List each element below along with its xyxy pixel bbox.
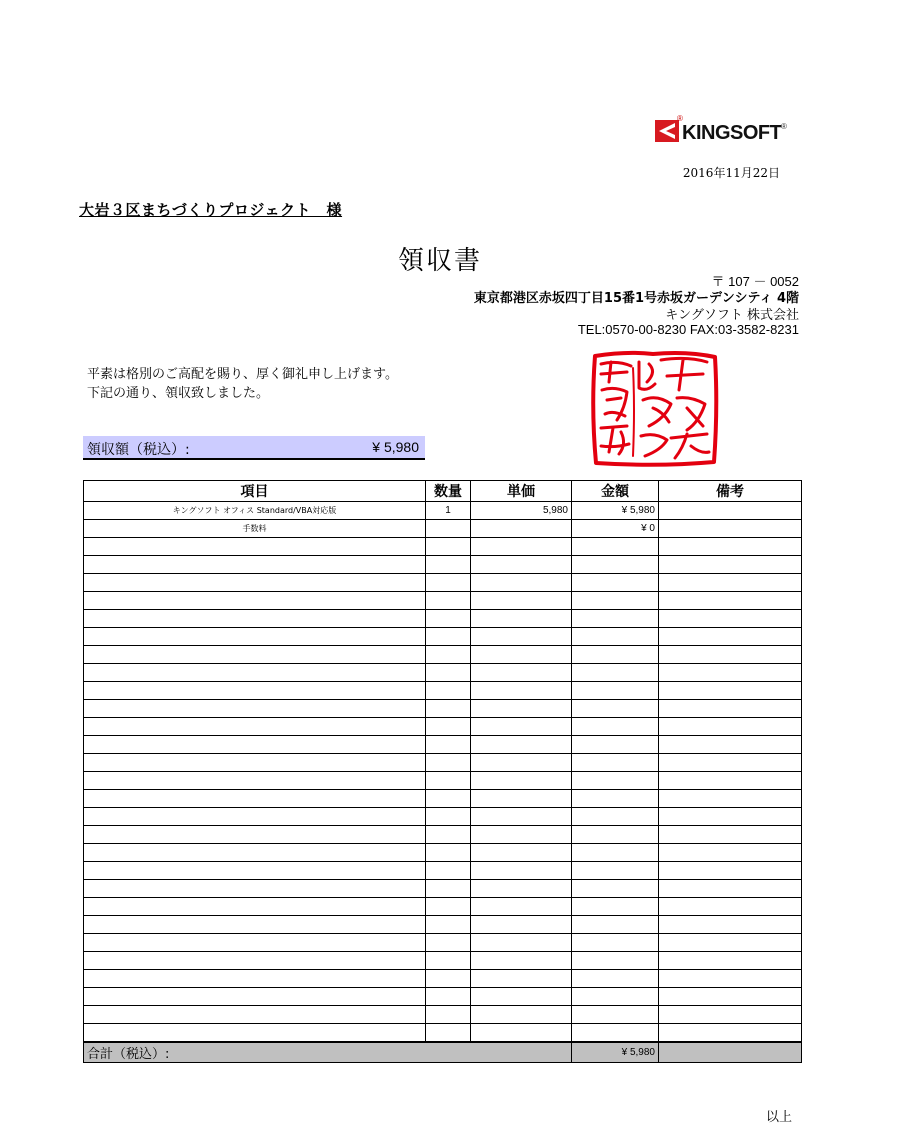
table-row bbox=[84, 664, 802, 682]
empty-cell bbox=[471, 610, 572, 628]
empty-cell bbox=[426, 934, 471, 952]
greeting-line-2: 下記の通り、領収致しました。 bbox=[87, 386, 270, 401]
empty-cell bbox=[84, 790, 426, 808]
empty-cell bbox=[659, 970, 802, 988]
empty-cell bbox=[84, 718, 426, 736]
empty-cell bbox=[426, 1006, 471, 1024]
empty-cell bbox=[572, 898, 659, 916]
empty-cell bbox=[84, 574, 426, 592]
table-row bbox=[84, 934, 802, 952]
empty-cell bbox=[659, 628, 802, 646]
column-header-unit-price: 単価 bbox=[471, 481, 572, 502]
empty-cell bbox=[659, 538, 802, 556]
items-table bbox=[83, 480, 802, 1063]
empty-cell bbox=[84, 916, 426, 934]
empty-cell bbox=[84, 772, 426, 790]
empty-cell bbox=[426, 736, 471, 754]
empty-cell bbox=[572, 862, 659, 880]
empty-cell bbox=[84, 556, 426, 574]
table-row bbox=[84, 556, 802, 574]
empty-cell bbox=[426, 628, 471, 646]
total-note-cell bbox=[659, 1042, 802, 1063]
table-row bbox=[84, 898, 802, 916]
empty-cell bbox=[84, 808, 426, 826]
empty-cell bbox=[426, 988, 471, 1006]
empty-cell bbox=[572, 988, 659, 1006]
empty-cell bbox=[426, 826, 471, 844]
empty-cell bbox=[426, 808, 471, 826]
empty-cell bbox=[471, 682, 572, 700]
empty-cell bbox=[471, 1006, 572, 1024]
table-row bbox=[84, 718, 802, 736]
item-name-cell: キングソフト オフィス Standard/VBA対応版 bbox=[84, 502, 426, 520]
table-row bbox=[84, 970, 802, 988]
empty-cell bbox=[572, 808, 659, 826]
column-header-item: 項目 bbox=[84, 481, 426, 502]
table-row bbox=[84, 574, 802, 592]
table-row bbox=[84, 646, 802, 664]
empty-cell bbox=[426, 718, 471, 736]
empty-cell bbox=[572, 880, 659, 898]
note-cell bbox=[659, 502, 802, 520]
empty-cell bbox=[659, 1024, 802, 1042]
empty-cell bbox=[471, 916, 572, 934]
empty-cell bbox=[572, 970, 659, 988]
empty-cell bbox=[572, 754, 659, 772]
empty-cell bbox=[659, 988, 802, 1006]
empty-cell bbox=[659, 574, 802, 592]
table-row bbox=[84, 592, 802, 610]
table-row bbox=[84, 538, 802, 556]
greeting-line-1: 平素は格別のご高配を賜り、厚く御礼申し上げます。 bbox=[87, 367, 398, 382]
table-row bbox=[84, 700, 802, 718]
empty-cell bbox=[426, 592, 471, 610]
issuer-postal-code: 〒 107 － 0052 bbox=[711, 274, 799, 289]
issuer-phone-fax: TEL:0570-00-8230 FAX:03-3582-8231 bbox=[577, 322, 799, 337]
empty-cell bbox=[471, 646, 572, 664]
empty-cell bbox=[471, 754, 572, 772]
registered-mark-icon: ® bbox=[781, 122, 787, 131]
table-row bbox=[84, 916, 802, 934]
empty-cell bbox=[572, 574, 659, 592]
empty-cell bbox=[426, 646, 471, 664]
empty-cell bbox=[426, 1024, 471, 1042]
empty-cell bbox=[84, 592, 426, 610]
empty-cell bbox=[84, 862, 426, 880]
table-row bbox=[84, 808, 802, 826]
amount-cell: ¥ 5,980 bbox=[572, 502, 659, 520]
unit-price-cell bbox=[471, 520, 572, 538]
empty-cell bbox=[426, 898, 471, 916]
empty-cell bbox=[471, 952, 572, 970]
empty-cell bbox=[426, 700, 471, 718]
empty-cell bbox=[659, 934, 802, 952]
empty-cell bbox=[471, 574, 572, 592]
empty-cell bbox=[426, 970, 471, 988]
empty-cell bbox=[572, 646, 659, 664]
empty-cell bbox=[659, 646, 802, 664]
empty-cell bbox=[84, 610, 426, 628]
closing-text: 以上 bbox=[766, 1110, 793, 1125]
empty-cell bbox=[572, 592, 659, 610]
empty-cell bbox=[426, 556, 471, 574]
table-row bbox=[84, 880, 802, 898]
empty-cell bbox=[659, 664, 802, 682]
empty-cell bbox=[426, 844, 471, 862]
table-row bbox=[84, 628, 802, 646]
empty-cell bbox=[659, 880, 802, 898]
company-seal-stamp bbox=[587, 348, 721, 470]
empty-cell bbox=[572, 682, 659, 700]
empty-cell bbox=[572, 772, 659, 790]
empty-cell bbox=[84, 970, 426, 988]
item-name-cell: 手数料 bbox=[84, 520, 426, 538]
document-title: 領収書 bbox=[398, 246, 483, 276]
table-row bbox=[84, 736, 802, 754]
empty-cell bbox=[572, 952, 659, 970]
empty-cell bbox=[84, 664, 426, 682]
empty-cell bbox=[84, 880, 426, 898]
empty-cell bbox=[659, 862, 802, 880]
table-row bbox=[84, 1024, 802, 1042]
table-row bbox=[84, 1006, 802, 1024]
quantity-cell bbox=[426, 520, 471, 538]
empty-cell bbox=[84, 646, 426, 664]
table-row bbox=[84, 502, 802, 520]
total-amount: ¥ 5,980 bbox=[572, 1042, 659, 1063]
empty-cell bbox=[471, 1024, 572, 1042]
empty-cell bbox=[426, 790, 471, 808]
empty-cell bbox=[471, 592, 572, 610]
empty-cell bbox=[572, 718, 659, 736]
issue-date: 2016年11月22日 bbox=[682, 166, 780, 180]
empty-cell bbox=[426, 952, 471, 970]
empty-cell bbox=[471, 790, 572, 808]
empty-cell bbox=[572, 844, 659, 862]
empty-cell bbox=[471, 538, 572, 556]
empty-cell bbox=[659, 952, 802, 970]
empty-cell bbox=[84, 538, 426, 556]
table-row bbox=[84, 520, 802, 538]
empty-cell bbox=[572, 610, 659, 628]
empty-cell bbox=[572, 736, 659, 754]
empty-cell bbox=[426, 682, 471, 700]
quantity-cell: 1 bbox=[426, 502, 471, 520]
empty-cell bbox=[659, 682, 802, 700]
empty-cell bbox=[659, 592, 802, 610]
column-header-notes: 備考 bbox=[659, 481, 802, 502]
amount-received-value: ¥ 5,980 bbox=[372, 439, 419, 455]
empty-cell bbox=[572, 1024, 659, 1042]
logo-wordmark: KINGSOFT bbox=[682, 122, 782, 144]
empty-cell bbox=[471, 700, 572, 718]
empty-cell bbox=[471, 556, 572, 574]
empty-cell bbox=[572, 664, 659, 682]
empty-cell bbox=[426, 754, 471, 772]
empty-cell bbox=[84, 898, 426, 916]
kingsoft-logo bbox=[655, 114, 790, 150]
empty-cell bbox=[471, 718, 572, 736]
empty-cell bbox=[84, 628, 426, 646]
empty-cell bbox=[84, 754, 426, 772]
empty-cell bbox=[471, 736, 572, 754]
empty-cell bbox=[84, 934, 426, 952]
empty-cell bbox=[471, 664, 572, 682]
empty-cell bbox=[471, 862, 572, 880]
empty-cell bbox=[572, 790, 659, 808]
empty-cell bbox=[572, 1006, 659, 1024]
empty-cell bbox=[426, 664, 471, 682]
note-cell bbox=[659, 520, 802, 538]
table-row bbox=[84, 826, 802, 844]
table-row bbox=[84, 772, 802, 790]
total-label: 合計（税込）: bbox=[84, 1042, 572, 1063]
empty-cell bbox=[659, 700, 802, 718]
empty-cell bbox=[659, 556, 802, 574]
empty-cell bbox=[84, 682, 426, 700]
empty-cell bbox=[84, 1024, 426, 1042]
kingsoft-mark-icon bbox=[655, 120, 681, 142]
empty-cell bbox=[426, 574, 471, 592]
empty-cell bbox=[572, 934, 659, 952]
issuer-address: 東京都港区赤坂四丁目15番1号赤坂ガーデンシティ 4階 bbox=[473, 291, 799, 306]
column-header-quantity: 数量 bbox=[426, 481, 471, 502]
recipient-name: 大岩３区まちづくりプロジェクト 様 bbox=[79, 201, 343, 219]
empty-cell bbox=[659, 718, 802, 736]
table-row bbox=[84, 682, 802, 700]
amount-received-label: 領収額（税込）: bbox=[87, 442, 190, 458]
total-row bbox=[84, 1042, 802, 1063]
empty-cell bbox=[84, 952, 426, 970]
empty-cell bbox=[471, 970, 572, 988]
table-row bbox=[84, 862, 802, 880]
empty-cell bbox=[426, 880, 471, 898]
issuer-company: キングソフト 株式会社 bbox=[665, 308, 799, 323]
empty-cell bbox=[84, 826, 426, 844]
empty-cell bbox=[572, 628, 659, 646]
empty-cell bbox=[84, 736, 426, 754]
table-row bbox=[84, 952, 802, 970]
column-header-amount: 金額 bbox=[572, 481, 659, 502]
empty-cell bbox=[572, 700, 659, 718]
table-row bbox=[84, 988, 802, 1006]
empty-cell bbox=[572, 538, 659, 556]
empty-cell bbox=[426, 916, 471, 934]
empty-cell bbox=[659, 898, 802, 916]
table-row bbox=[84, 754, 802, 772]
empty-cell bbox=[659, 844, 802, 862]
empty-cell bbox=[426, 538, 471, 556]
empty-cell bbox=[471, 772, 572, 790]
table-row bbox=[84, 790, 802, 808]
empty-cell bbox=[659, 610, 802, 628]
empty-cell bbox=[471, 808, 572, 826]
amount-received-box bbox=[83, 436, 425, 460]
empty-cell bbox=[471, 826, 572, 844]
empty-cell bbox=[471, 934, 572, 952]
empty-cell bbox=[659, 1006, 802, 1024]
empty-cell bbox=[426, 772, 471, 790]
empty-cell bbox=[471, 844, 572, 862]
table-row bbox=[84, 610, 802, 628]
empty-cell bbox=[84, 1006, 426, 1024]
empty-cell bbox=[471, 898, 572, 916]
amount-cell: ¥ 0 bbox=[572, 520, 659, 538]
empty-cell bbox=[572, 826, 659, 844]
empty-cell bbox=[84, 700, 426, 718]
empty-cell bbox=[659, 772, 802, 790]
empty-cell bbox=[84, 988, 426, 1006]
empty-cell bbox=[471, 988, 572, 1006]
empty-cell bbox=[471, 628, 572, 646]
empty-cell bbox=[659, 754, 802, 772]
table-row bbox=[84, 844, 802, 862]
empty-cell bbox=[84, 844, 426, 862]
empty-cell bbox=[426, 862, 471, 880]
empty-cell bbox=[659, 736, 802, 754]
empty-cell bbox=[572, 556, 659, 574]
unit-price-cell: 5,980 bbox=[471, 502, 572, 520]
registered-mark-icon: ® bbox=[677, 114, 683, 123]
empty-cell bbox=[471, 880, 572, 898]
empty-cell bbox=[426, 610, 471, 628]
empty-cell bbox=[659, 808, 802, 826]
table-header-row bbox=[84, 481, 802, 502]
empty-cell bbox=[659, 790, 802, 808]
empty-cell bbox=[572, 916, 659, 934]
empty-cell bbox=[659, 826, 802, 844]
empty-cell bbox=[659, 916, 802, 934]
